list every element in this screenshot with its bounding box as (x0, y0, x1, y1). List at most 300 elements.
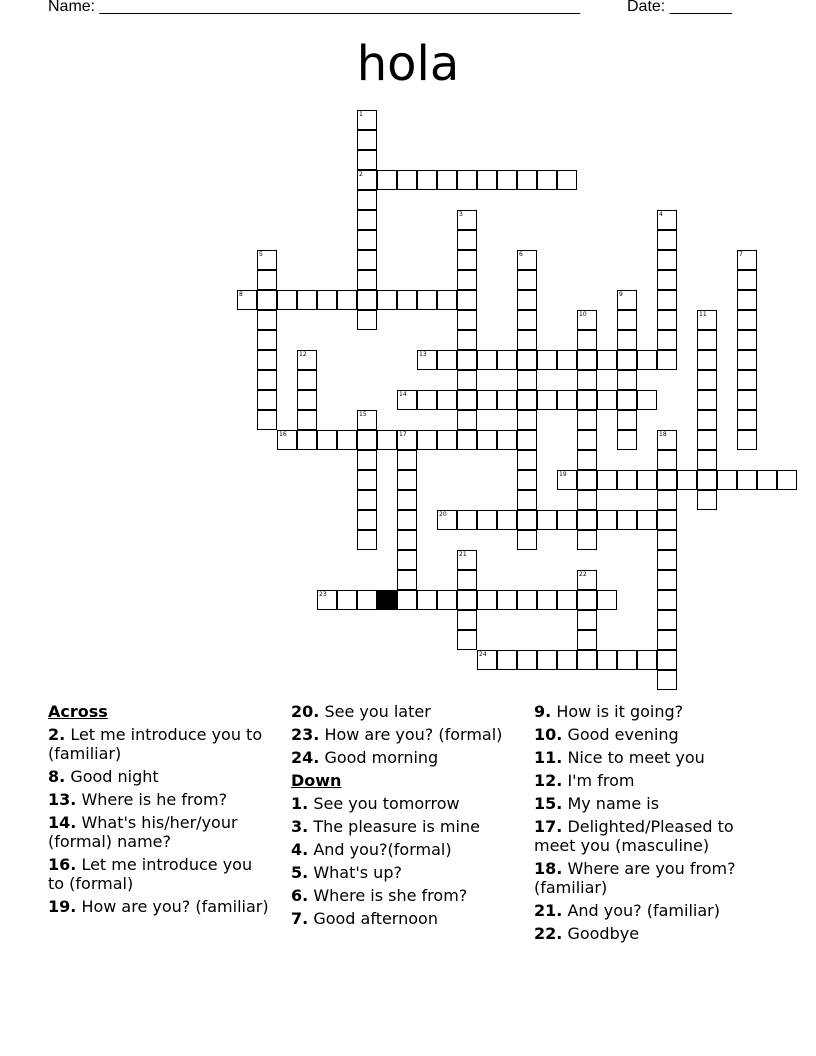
clue-text: I'm from (567, 771, 635, 790)
clue-column-2 (291, 702, 516, 932)
grid-cell[interactable] (497, 430, 517, 450)
grid-cell[interactable] (337, 290, 357, 310)
clue-text: Nice to meet you (567, 748, 705, 767)
grid-cell[interactable] (357, 530, 377, 550)
cell-number: 13 (419, 351, 427, 358)
clue-text: Where is she from? (313, 886, 468, 905)
grid-cell[interactable] (397, 430, 417, 450)
grid-cell[interactable] (597, 350, 617, 370)
clue-number: 23. (291, 725, 320, 744)
grid-cell[interactable] (457, 630, 477, 650)
clue-item (291, 840, 516, 859)
clue-number: 12. (534, 771, 563, 790)
grid-cell[interactable] (397, 590, 417, 610)
grid-cell[interactable] (357, 590, 377, 610)
clue-item (534, 725, 759, 744)
grid-cell[interactable] (277, 290, 297, 310)
clue-item (534, 901, 759, 920)
grid-cell[interactable] (457, 230, 477, 250)
grid-cell[interactable] (617, 510, 637, 530)
grid-cell[interactable] (597, 510, 617, 530)
grid-cell[interactable] (557, 650, 577, 670)
grid-cell[interactable] (397, 550, 417, 570)
clue-item (291, 725, 516, 744)
grid-cell[interactable] (397, 490, 417, 510)
grid-cell[interactable] (517, 450, 537, 470)
grid-cell[interactable] (557, 470, 577, 490)
grid-cell[interactable] (317, 430, 337, 450)
grid-cell[interactable] (437, 590, 457, 610)
grid-cell[interactable] (697, 450, 717, 470)
grid-cell[interactable] (697, 370, 717, 390)
date-field-label: Date: _______ (627, 0, 732, 15)
clue-text: How is it going? (556, 702, 684, 721)
clue-number: 21. (534, 901, 563, 920)
grid-cell[interactable] (517, 470, 537, 490)
grid-cell[interactable] (397, 450, 417, 470)
across-heading: Across (48, 702, 108, 721)
grid-cell[interactable] (757, 470, 777, 490)
grid-cell[interactable] (497, 590, 517, 610)
grid-cell[interactable] (457, 510, 477, 530)
grid-cell[interactable] (517, 370, 537, 390)
clue-item (534, 771, 759, 790)
cell-number: 18 (659, 431, 667, 438)
grid-cell[interactable] (577, 370, 597, 390)
grid-cell[interactable] (637, 390, 657, 410)
grid-cell[interactable] (657, 250, 677, 270)
grid-cell[interactable] (657, 330, 677, 350)
grid-cell[interactable] (417, 170, 437, 190)
grid-cell[interactable] (457, 430, 477, 450)
grid-cell[interactable] (577, 350, 597, 370)
grid-cell[interactable] (697, 390, 717, 410)
cell-number: 4 (659, 211, 663, 218)
grid-cell[interactable] (417, 430, 437, 450)
grid-cell[interactable] (237, 290, 257, 310)
grid-cell[interactable] (417, 390, 437, 410)
grid-cell[interactable] (397, 170, 417, 190)
grid-cell[interactable] (577, 470, 597, 490)
grid-cell[interactable] (457, 370, 477, 390)
grid-cell[interactable] (357, 170, 377, 190)
clue-number: 13. (48, 790, 77, 809)
grid-cell[interactable] (297, 290, 317, 310)
grid-cell[interactable] (377, 170, 397, 190)
grid-cell[interactable] (657, 450, 677, 470)
grid-cell[interactable] (357, 450, 377, 470)
grid-cell[interactable] (337, 430, 357, 450)
grid-cell[interactable] (517, 350, 537, 370)
grid-cell[interactable] (457, 330, 477, 350)
cell-number: 5 (259, 251, 263, 258)
clue-text: Good afternoon (313, 909, 438, 928)
grid-cell[interactable] (577, 570, 597, 590)
grid-cell[interactable] (517, 290, 537, 310)
clue-number: 4. (291, 840, 309, 859)
grid-cell[interactable] (637, 470, 657, 490)
grid-cell[interactable] (437, 390, 457, 410)
name-field-label: Name: ______________________________________________________ (48, 0, 581, 15)
grid-cell[interactable] (597, 590, 617, 610)
grid-cell[interactable] (357, 410, 377, 430)
grid-cell[interactable] (537, 650, 557, 670)
grid-cell[interactable] (617, 370, 637, 390)
grid-cell[interactable] (657, 510, 677, 530)
grid-cell[interactable] (357, 250, 377, 270)
grid-cell[interactable] (657, 490, 677, 510)
black-square (377, 590, 397, 610)
grid-cell[interactable] (577, 330, 597, 350)
grid-cell[interactable] (357, 150, 377, 170)
cell-number: 12 (299, 351, 307, 358)
grid-cell[interactable] (617, 330, 637, 350)
grid-cell[interactable] (517, 490, 537, 510)
cell-number: 23 (319, 591, 327, 598)
grid-cell[interactable] (357, 110, 377, 130)
grid-cell[interactable] (357, 210, 377, 230)
grid-cell[interactable] (737, 270, 757, 290)
grid-cell[interactable] (457, 390, 477, 410)
clue-number: 8. (48, 767, 66, 786)
grid-cell[interactable] (557, 390, 577, 410)
cell-number: 22 (579, 571, 587, 578)
cell-number: 21 (459, 551, 467, 558)
grid-cell[interactable] (417, 590, 437, 610)
grid-cell[interactable] (297, 390, 317, 410)
grid-cell[interactable] (257, 410, 277, 430)
grid-cell[interactable] (737, 390, 757, 410)
grid-cell[interactable] (637, 350, 657, 370)
grid-cell[interactable] (477, 430, 497, 450)
grid-cell[interactable] (317, 290, 337, 310)
grid-cell[interactable] (417, 350, 437, 370)
clue-number: 16. (48, 855, 77, 874)
clue-number: 20. (291, 702, 320, 721)
grid-cell[interactable] (357, 230, 377, 250)
grid-cell[interactable] (697, 470, 717, 490)
grid-cell[interactable] (357, 470, 377, 490)
down-heading: Down (291, 771, 342, 790)
clue-text: Where are you from? (familiar) (534, 859, 736, 897)
grid-cell[interactable] (397, 290, 417, 310)
grid-cell[interactable] (697, 430, 717, 450)
grid-cell[interactable] (517, 170, 537, 190)
grid-cell[interactable] (657, 670, 677, 690)
grid-cell[interactable] (457, 350, 477, 370)
grid-cell[interactable] (657, 470, 677, 490)
grid-cell[interactable] (497, 170, 517, 190)
grid-cell[interactable] (617, 410, 637, 430)
clue-number: 14. (48, 813, 77, 832)
clue-item (291, 794, 516, 813)
grid-cell[interactable] (577, 530, 597, 550)
cell-number: 20 (439, 511, 447, 518)
grid-cell[interactable] (737, 470, 757, 490)
grid-cell[interactable] (657, 350, 677, 370)
grid-cell[interactable] (497, 510, 517, 530)
clue-number: 1. (291, 794, 309, 813)
grid-cell[interactable] (437, 510, 457, 530)
grid-cell[interactable] (257, 370, 277, 390)
grid-cell[interactable] (497, 650, 517, 670)
grid-cell[interactable] (657, 550, 677, 570)
grid-cell[interactable] (457, 310, 477, 330)
grid-cell[interactable] (737, 310, 757, 330)
grid-cell[interactable] (417, 290, 437, 310)
clue-item (291, 909, 516, 928)
grid-cell[interactable] (297, 410, 317, 430)
grid-cell[interactable] (477, 170, 497, 190)
grid-cell[interactable] (617, 350, 637, 370)
grid-cell[interactable] (317, 590, 337, 610)
clue-number: 7. (291, 909, 309, 928)
grid-cell[interactable] (297, 350, 317, 370)
grid-cell[interactable] (617, 290, 637, 310)
grid-cell[interactable] (737, 350, 757, 370)
grid-cell[interactable] (457, 550, 477, 570)
grid-cell[interactable] (597, 390, 617, 410)
grid-cell[interactable] (617, 650, 637, 670)
grid-cell[interactable] (457, 590, 477, 610)
clue-number: 5. (291, 863, 309, 882)
grid-cell[interactable] (657, 270, 677, 290)
grid-cell[interactable] (357, 510, 377, 530)
grid-cell[interactable] (497, 350, 517, 370)
clue-item (291, 817, 516, 836)
clue-text: And you?(formal) (313, 840, 452, 859)
grid-cell[interactable] (577, 510, 597, 530)
grid-cell[interactable] (737, 250, 757, 270)
clue-text: See you tomorrow (313, 794, 460, 813)
grid-cell[interactable] (337, 590, 357, 610)
cell-number: 17 (399, 431, 407, 438)
grid-cell[interactable] (657, 290, 677, 310)
cell-number: 2 (359, 171, 363, 178)
grid-cell[interactable] (257, 270, 277, 290)
clue-text: Good evening (567, 725, 679, 744)
grid-cell[interactable] (637, 650, 657, 670)
clue-number: 19. (48, 897, 77, 916)
grid-cell[interactable] (517, 590, 537, 610)
grid-cell[interactable] (257, 390, 277, 410)
grid-cell[interactable] (577, 450, 597, 470)
grid-cell[interactable] (577, 430, 597, 450)
clue-item (48, 813, 273, 851)
grid-cell[interactable] (577, 630, 597, 650)
clue-item (48, 855, 273, 893)
cell-number: 6 (519, 251, 523, 258)
grid-cell[interactable] (457, 290, 477, 310)
grid-cell[interactable] (257, 290, 277, 310)
grid-cell[interactable] (697, 490, 717, 510)
grid-cell[interactable] (397, 530, 417, 550)
grid-cell[interactable] (257, 250, 277, 270)
grid-cell[interactable] (577, 610, 597, 630)
grid-cell[interactable] (717, 470, 737, 490)
cell-number: 1 (359, 111, 363, 118)
grid-cell[interactable] (517, 510, 537, 530)
grid-cell[interactable] (477, 510, 497, 530)
cell-number: 15 (359, 411, 367, 418)
grid-cell[interactable] (657, 430, 677, 450)
grid-cell[interactable] (677, 470, 697, 490)
clue-text: Goodbye (567, 924, 640, 943)
grid-cell[interactable] (357, 490, 377, 510)
grid-cell[interactable] (377, 430, 397, 450)
grid-cell[interactable] (517, 310, 537, 330)
grid-cell[interactable] (477, 390, 497, 410)
grid-cell[interactable] (737, 430, 757, 450)
grid-cell[interactable] (557, 350, 577, 370)
grid-cell[interactable] (537, 350, 557, 370)
grid-cell[interactable] (257, 350, 277, 370)
grid-cell[interactable] (737, 410, 757, 430)
grid-cell[interactable] (657, 530, 677, 550)
cell-number: 24 (479, 651, 487, 658)
clue-item (534, 859, 759, 897)
clue-text: Where is he from? (81, 790, 228, 809)
grid-cell[interactable] (697, 410, 717, 430)
grid-cell[interactable] (497, 390, 517, 410)
clue-text: How are you? (formal) (324, 725, 503, 744)
clue-item (534, 924, 759, 943)
grid-cell[interactable] (557, 170, 577, 190)
grid-cell[interactable] (437, 170, 457, 190)
clue-text: The pleasure is mine (313, 817, 480, 836)
grid-cell[interactable] (537, 390, 557, 410)
grid-cell[interactable] (517, 330, 537, 350)
grid-cell[interactable] (517, 270, 537, 290)
grid-cell[interactable] (637, 510, 657, 530)
grid-cell[interactable] (357, 130, 377, 150)
grid-cell[interactable] (577, 650, 597, 670)
grid-cell[interactable] (357, 270, 377, 290)
grid-cell[interactable] (617, 390, 637, 410)
grid-cell[interactable] (357, 310, 377, 330)
clue-item (291, 702, 516, 721)
grid-cell[interactable] (437, 350, 457, 370)
grid-cell[interactable] (537, 170, 557, 190)
grid-cell[interactable] (397, 390, 417, 410)
grid-cell[interactable] (577, 490, 597, 510)
clue-number: 17. (534, 817, 563, 836)
clue-item (291, 863, 516, 882)
grid-cell[interactable] (617, 470, 637, 490)
grid-cell[interactable] (597, 470, 617, 490)
grid-cell[interactable] (617, 310, 637, 330)
clue-column-1 (48, 702, 273, 920)
clue-text: And you? (familiar) (567, 901, 720, 920)
grid-cell[interactable] (657, 570, 677, 590)
grid-cell[interactable] (517, 430, 537, 450)
clue-item (48, 790, 273, 809)
clue-item (534, 817, 759, 855)
clue-text: My name is (567, 794, 660, 813)
grid-cell[interactable] (737, 290, 757, 310)
clue-number: 9. (534, 702, 552, 721)
grid-cell[interactable] (457, 410, 477, 430)
grid-cell[interactable] (737, 330, 757, 350)
grid-cell[interactable] (697, 350, 717, 370)
grid-cell[interactable] (777, 470, 797, 490)
grid-cell[interactable] (257, 310, 277, 330)
grid-cell[interactable] (517, 530, 537, 550)
grid-cell[interactable] (357, 290, 377, 310)
clue-text: How are you? (familiar) (81, 897, 269, 916)
grid-cell[interactable] (657, 610, 677, 630)
grid-cell[interactable] (257, 330, 277, 350)
clue-number: 11. (534, 748, 563, 767)
grid-cell[interactable] (657, 230, 677, 250)
grid-cell[interactable] (397, 570, 417, 590)
grid-cell[interactable] (457, 170, 477, 190)
grid-cell[interactable] (557, 590, 577, 610)
grid-cell[interactable] (357, 190, 377, 210)
grid-cell[interactable] (737, 370, 757, 390)
grid-cell[interactable] (657, 310, 677, 330)
grid-cell[interactable] (617, 430, 637, 450)
clue-item (534, 794, 759, 813)
grid-cell[interactable] (357, 430, 377, 450)
grid-cell[interactable] (397, 510, 417, 530)
grid-cell[interactable] (657, 590, 677, 610)
cell-number: 14 (399, 391, 407, 398)
grid-cell[interactable] (517, 250, 537, 270)
grid-cell[interactable] (577, 590, 597, 610)
grid-cell[interactable] (377, 290, 397, 310)
grid-cell[interactable] (477, 350, 497, 370)
grid-cell[interactable] (437, 290, 457, 310)
grid-cell[interactable] (597, 650, 617, 670)
clue-item (534, 748, 759, 767)
grid-cell[interactable] (437, 430, 457, 450)
grid-cell[interactable] (657, 630, 677, 650)
grid-cell[interactable] (537, 510, 557, 530)
grid-cell[interactable] (577, 390, 597, 410)
grid-cell[interactable] (457, 250, 477, 270)
clue-text: Good morning (324, 748, 439, 767)
grid-cell[interactable] (537, 590, 557, 610)
grid-cell[interactable] (697, 310, 717, 330)
grid-cell[interactable] (297, 430, 317, 450)
grid-cell[interactable] (477, 590, 497, 610)
cell-number: 7 (739, 251, 743, 258)
grid-cell[interactable] (517, 390, 537, 410)
grid-cell[interactable] (697, 330, 717, 350)
clue-number: 10. (534, 725, 563, 744)
cell-number: 3 (459, 211, 463, 218)
grid-cell[interactable] (657, 650, 677, 670)
grid-cell[interactable] (457, 210, 477, 230)
grid-cell[interactable] (477, 650, 497, 670)
grid-cell[interactable] (457, 610, 477, 630)
clue-number: 3. (291, 817, 309, 836)
clue-text: Delighted/Pleased to meet you (masculine) (534, 817, 734, 855)
grid-cell[interactable] (397, 470, 417, 490)
grid-cell[interactable] (457, 570, 477, 590)
grid-cell[interactable] (517, 410, 537, 430)
grid-cell[interactable] (277, 430, 297, 450)
grid-cell[interactable] (577, 310, 597, 330)
grid-cell[interactable] (577, 410, 597, 430)
grid-cell[interactable] (657, 210, 677, 230)
grid-cell[interactable] (517, 650, 537, 670)
grid-cell[interactable] (297, 370, 317, 390)
grid-cell[interactable] (457, 270, 477, 290)
grid-cell[interactable] (557, 510, 577, 530)
clue-item (291, 748, 516, 767)
